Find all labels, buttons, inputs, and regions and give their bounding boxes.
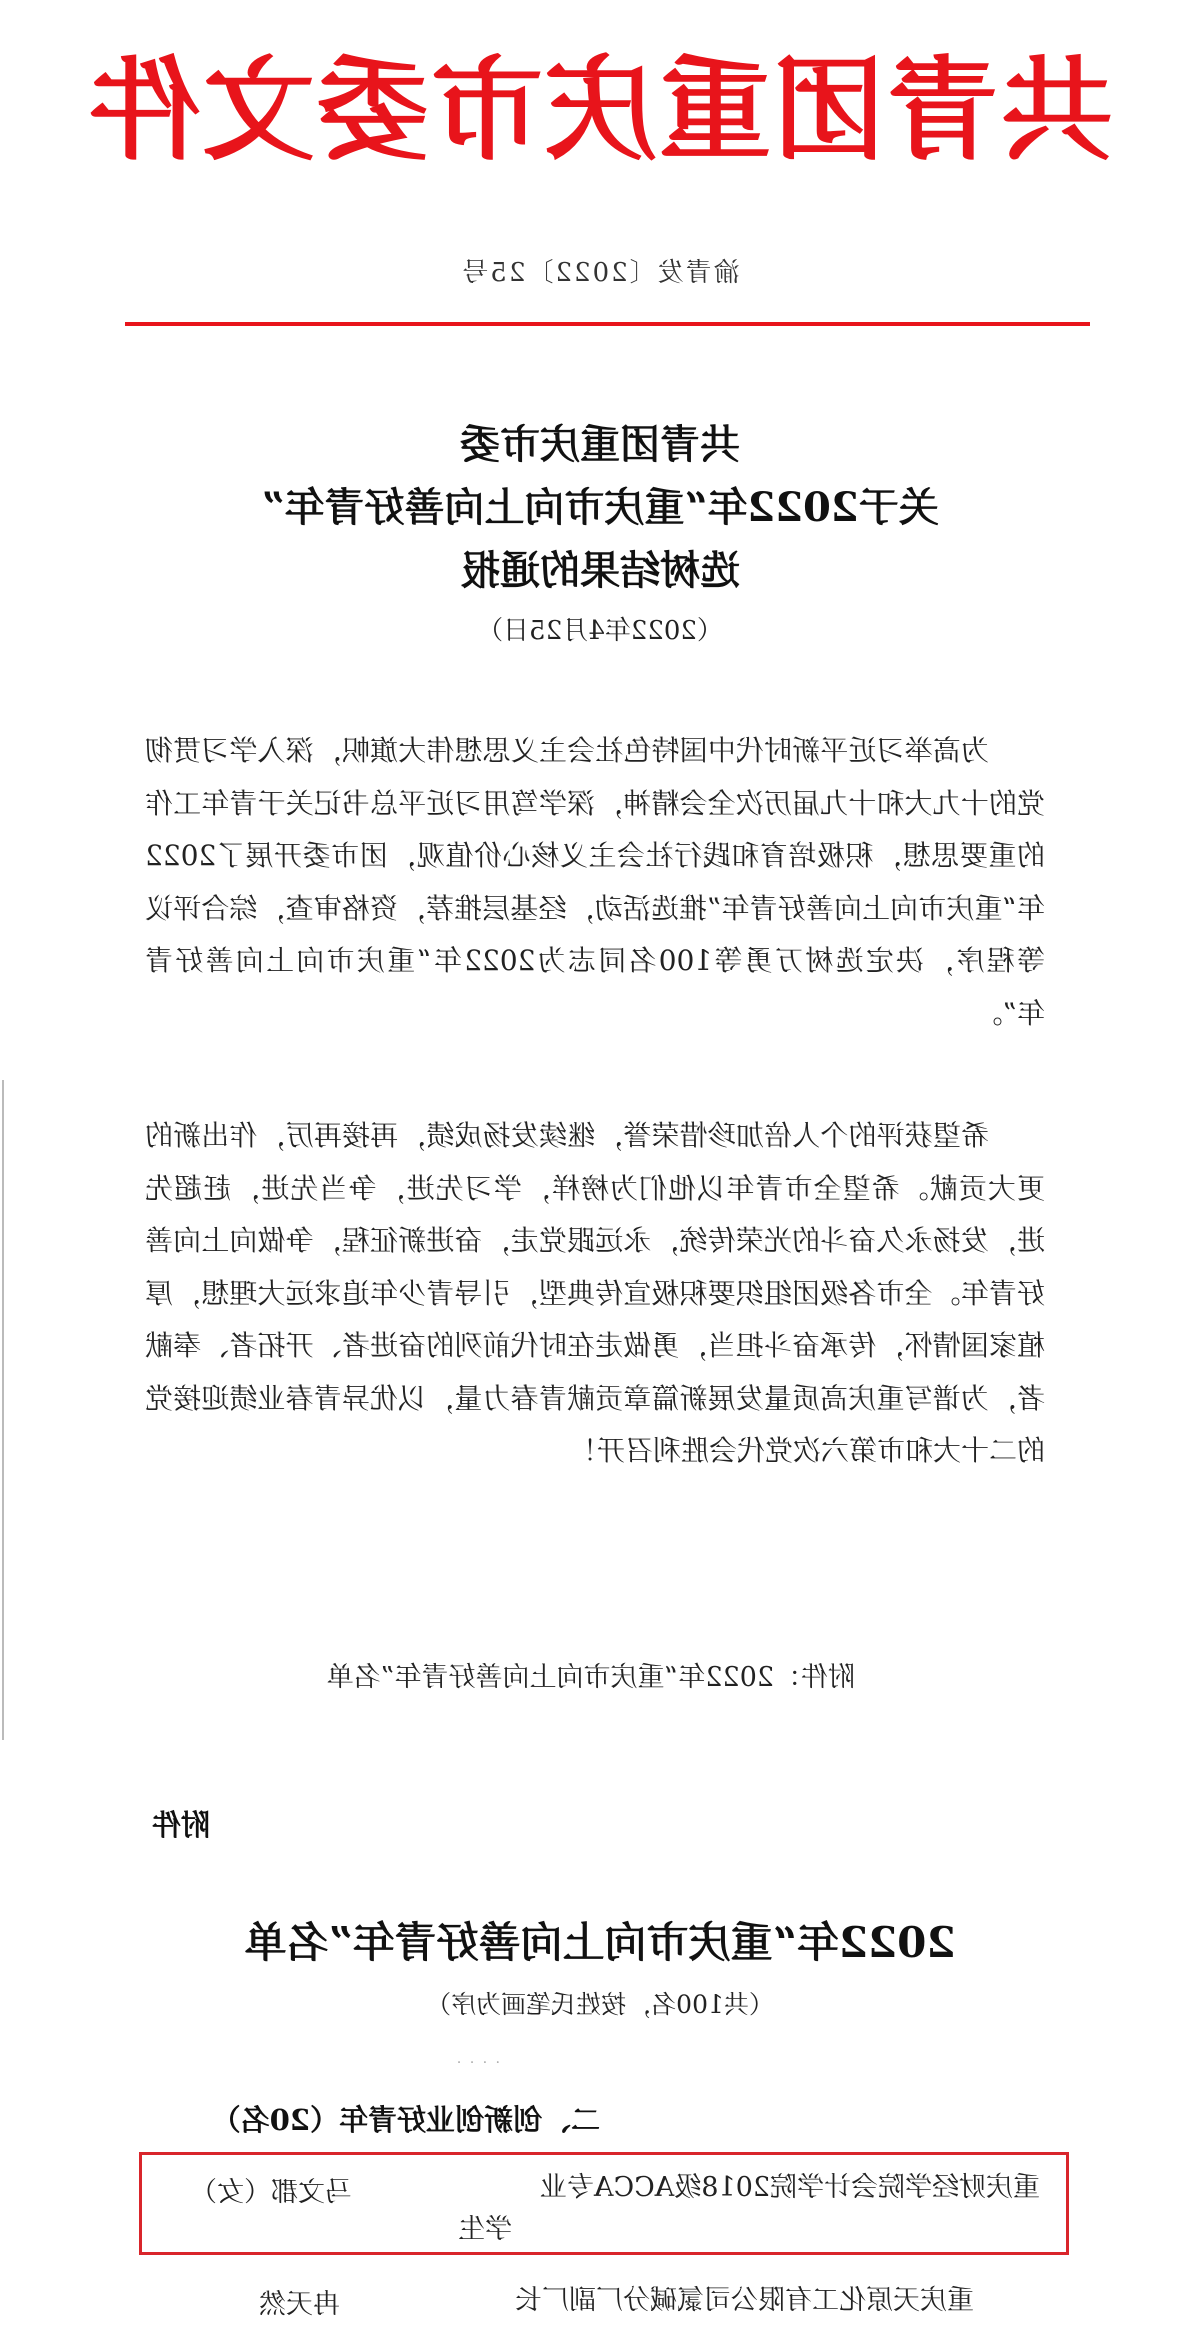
masthead-title: 共青团重庆市委文件 (87, 46, 1113, 176)
scan-edge-line (2, 1080, 4, 1740)
entry-description: 重庆天原化工有限公司氯碱分厂副厂长 (515, 2285, 974, 2316)
list-title: 2022年“重庆市向上向善好青年”名单 (244, 1918, 956, 1967)
entry-name: 马文郡（女） (190, 2177, 352, 2208)
notice-date: （2022年4月25日） (477, 616, 723, 646)
entry-description-line-1: 重庆财经学院会计学院2018级ACCA专业 (539, 2172, 1040, 2203)
body-paragraph-2: 希望获评的个人倍加珍惜荣誉，继续发扬成绩，再接再厉，作出新的更大贡献。希望全市青年以他们为榜样，学习先进，争当先进，赶超先进，发扬永久奋斗的光荣传统，永远跟党走，奋进新征程，争做向上向善好青年。全市各级团组织要积极宣传典型，引导青少年追求远大理想，厚植家国情怀，传承奋斗担当，勇做走在时代前列的奋进者、开拓者、奉献者，为谱写重庆高质量发展新篇章贡献青春力量，以优异青春业绩迎接党的二十大和市第六次党代会胜利召开！ (145, 1119, 1045, 1467)
list-subtitle: （共100名，按姓氏笔画为序） (426, 1990, 774, 2019)
scan-dots: · · · · (454, 2055, 500, 2071)
category-heading: 二、创新创业好青年（20名） (211, 2103, 600, 2137)
notice-title-line-3: 选树结果的通报 (460, 547, 740, 594)
red-divider (125, 322, 1090, 326)
notice-title-line-2: 关于2022年“重庆市向上向善好青年” (261, 484, 939, 531)
entry-description (380, 2167, 1040, 2251)
attachment-note: 附件：2022年“重庆市向上向善好青年”名单 (326, 1662, 855, 1693)
attachment-label: 附件 (151, 1808, 210, 1842)
document-number: 渝青发〔2022〕25号 (460, 258, 740, 288)
body-paragraph-1: 为高举习近平新时代中国特色社会主义思想伟大旗帜，深入学习贯彻党的十九大和十九届历次全会精神，深学笃用习近平总书记关于青年工作的重要思想，积极培育和践行社会主义核心价值观，团市委开展了2022年“重庆市向上向善好青年”推选活动，经基层推荐，资格审查，综合评议等程序，决定选树万勇等100名同志为2022年“重庆市向上向善好青年”。 (145, 734, 1045, 1030)
entry-description-line-2: 学生 (458, 2214, 512, 2245)
entry-name: 冉天然 (259, 2289, 340, 2320)
notice-title-line-1: 共青团重庆市委 (460, 421, 740, 468)
